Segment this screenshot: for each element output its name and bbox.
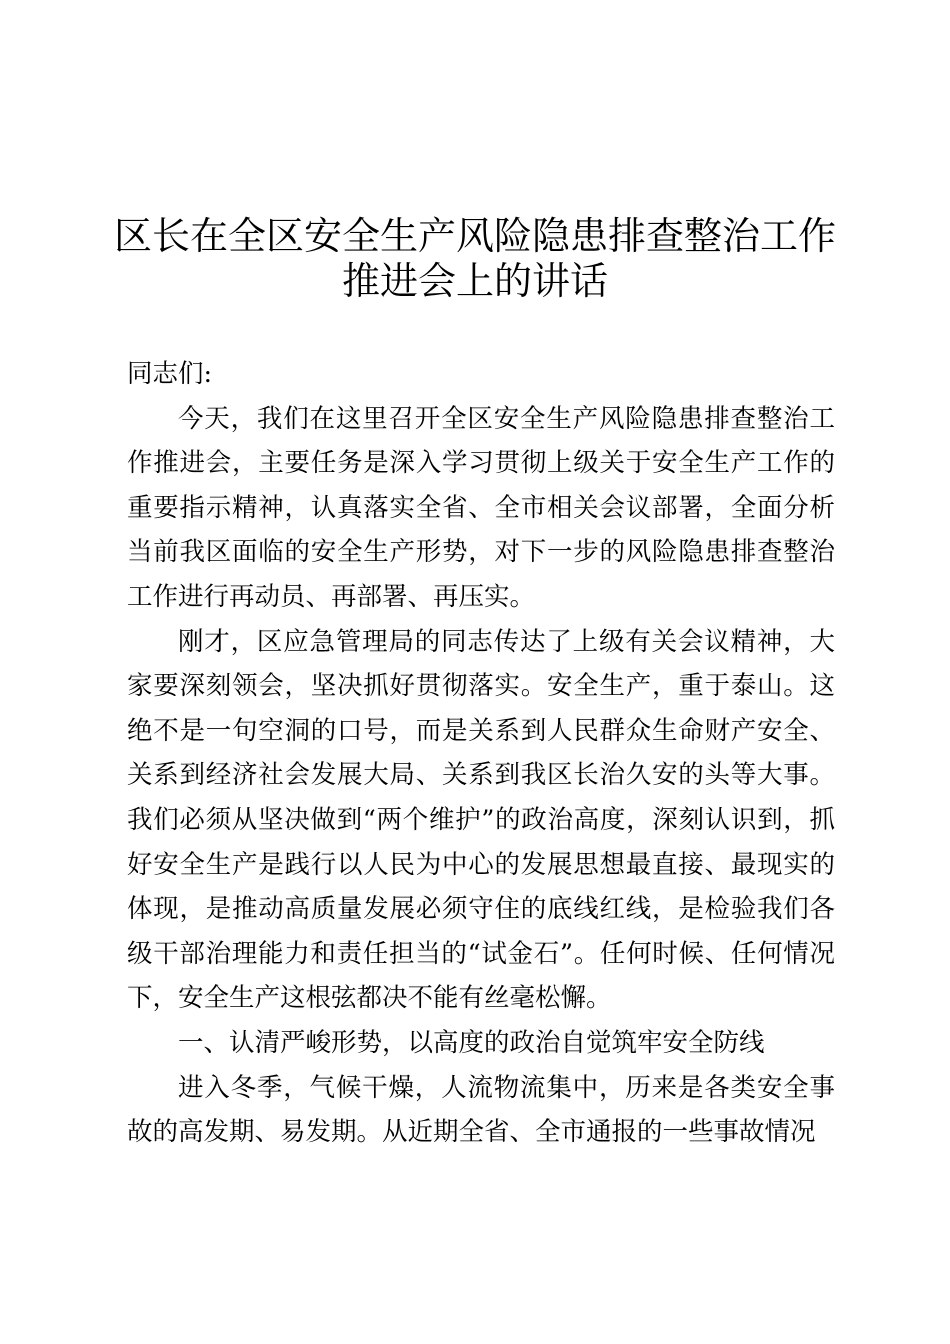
section-heading: 一、认清严峻形势，以高度的政治自觉筑牢安全防线	[178, 1027, 765, 1058]
paragraph: 刚才，区应急管理局的同志传达了上级有关会议精神，大家要深刻领会，坚决抓好贯彻落实。安全生产，重于泰山。这绝不是一句空洞的口号，而是关系到人民群众生命财产安全、关系到经济社会发展大局、关系到我区长治久安的头等大事。我们必须从坚决做到“两个维护”的政治高度，深刻认识到，抓好安全生产是践行以人民为中心的发展思想最直接、最现实的体现，是推动高质量发展必须守住的底线红线，是检验我们各级干部治理能力和责任担当的“试金石”。任何时候、任何情况下，安全生产这根弦都决不能有丝毫松懈。	[127, 626, 835, 1014]
paragraph: 今天，我们在这里召开全区安全生产风险隐患排查整治工作推进会，主要任务是深入学习贯彻上级关于安全生产工作的重要指示精神，认真落实全省、全市相关会议部署，全面分析当前我区面临的安全生产形势，对下一步的风险隐患排查整治工作进行再动员、再部署、再压实。	[127, 403, 835, 612]
document-title-line-2: 推进会上的讲话	[341, 259, 608, 303]
document-body	[127, 352, 835, 1155]
salutation: 同志们:	[127, 359, 213, 389]
document-title-line-1: 区长在全区安全生产风险隐患排查整治工作	[113, 214, 836, 258]
paragraph: 进入冬季，气候干燥，人流物流集中，历来是各类安全事故的高发期、易发期。从近期全省、全市通报的一些事故情况	[127, 1072, 835, 1148]
